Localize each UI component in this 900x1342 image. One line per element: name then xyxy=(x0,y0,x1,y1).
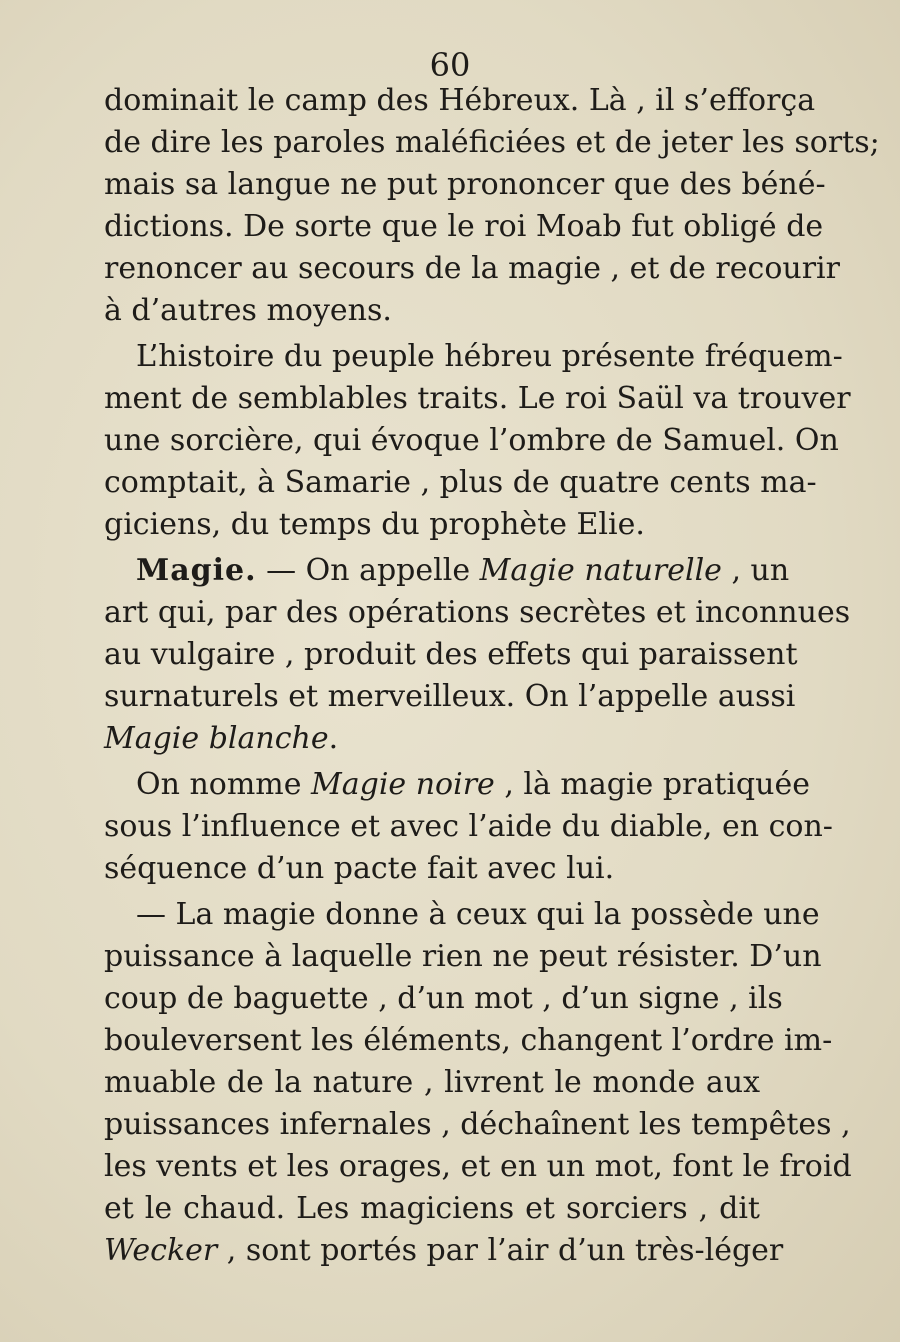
page-number: 60 xyxy=(429,46,471,84)
text-run: — On appelle xyxy=(256,553,480,588)
text-line: et le chaud. Les magiciens et sorciers , dit xyxy=(104,1191,760,1226)
text-line: séquence d’un pacte fait avec lui. xyxy=(104,851,615,886)
paragraph-magie-entry xyxy=(104,550,851,760)
italic-term: Wecker xyxy=(104,1233,218,1268)
italic-term: Magie blanche xyxy=(104,721,329,756)
text-line: comptait, à Samarie , plus de quatre cents ma- xyxy=(104,465,817,500)
text-line: ment de semblables traits. Le roi Saül va trouver xyxy=(104,381,851,416)
text-line xyxy=(104,550,790,592)
text-run: , là magie pratiquée xyxy=(494,767,810,802)
paragraph-2 xyxy=(104,336,851,546)
text-line: mais sa langue ne put prononcer que des béné- xyxy=(104,167,826,202)
text-line: sous l’influence et avec l’aide du diable, en con- xyxy=(104,809,833,844)
text-line: de dire les paroles maléficiées et de jeter les sorts; xyxy=(104,125,880,160)
text-line: coup de baguette , d’un mot , d’un signe , ils xyxy=(104,981,783,1016)
text-line: puissances infernales , déchaînent les tempêtes , xyxy=(104,1107,851,1142)
text-line: giciens, du temps du prophète Elie. xyxy=(104,507,645,542)
italic-term: Magie noire xyxy=(311,767,495,802)
text-line: L’histoire du peuple hébreu présente fréquem- xyxy=(136,339,843,374)
text-line: art qui, par des opérations secrètes et inconnues xyxy=(104,595,851,630)
text-line xyxy=(104,718,760,760)
page-text xyxy=(104,80,880,1272)
text-line: bouleversent les éléments, changent l’ordre im- xyxy=(104,1023,833,1058)
text-run: , sont portés par l’air d’un très-léger xyxy=(217,1233,784,1268)
paragraph-magie-noire xyxy=(104,764,833,890)
paragraph-5 xyxy=(104,894,852,1272)
text-line: muable de la nature , livrent le monde aux xyxy=(104,1065,760,1100)
text-line: surnaturels et merveilleux. On l’appelle aussi xyxy=(104,679,796,714)
text-line: les vents et les orages, et en un mot, font le froid xyxy=(104,1149,852,1184)
text-line xyxy=(104,764,810,806)
paragraph-1 xyxy=(104,80,880,332)
text-line: renoncer au secours de la magie , et de recourir xyxy=(104,251,840,286)
text-run: , un xyxy=(721,553,790,588)
text-line: dictions. De sorte que le roi Moab fut obligé de xyxy=(104,209,824,244)
entry-headword: Magie. xyxy=(136,553,257,588)
text-line: une sorcière, qui évoque l’ombre de Samuel. On xyxy=(104,423,839,458)
text-line: au vulgaire , produit des effets qui paraissent xyxy=(104,637,798,672)
text-line xyxy=(104,1230,784,1272)
text-run: On nomme xyxy=(136,767,312,802)
text-line: — La magie donne à ceux qui la possède une xyxy=(136,897,820,932)
text-run: . xyxy=(328,721,339,756)
text-line: puissance à laquelle rien ne peut résister. D’un xyxy=(104,939,822,974)
italic-term: Magie naturelle xyxy=(479,553,722,588)
text-line: à d’autres moyens. xyxy=(104,293,392,328)
text-line: dominait le camp des Hébreux. Là , il s’efforça xyxy=(104,83,816,118)
